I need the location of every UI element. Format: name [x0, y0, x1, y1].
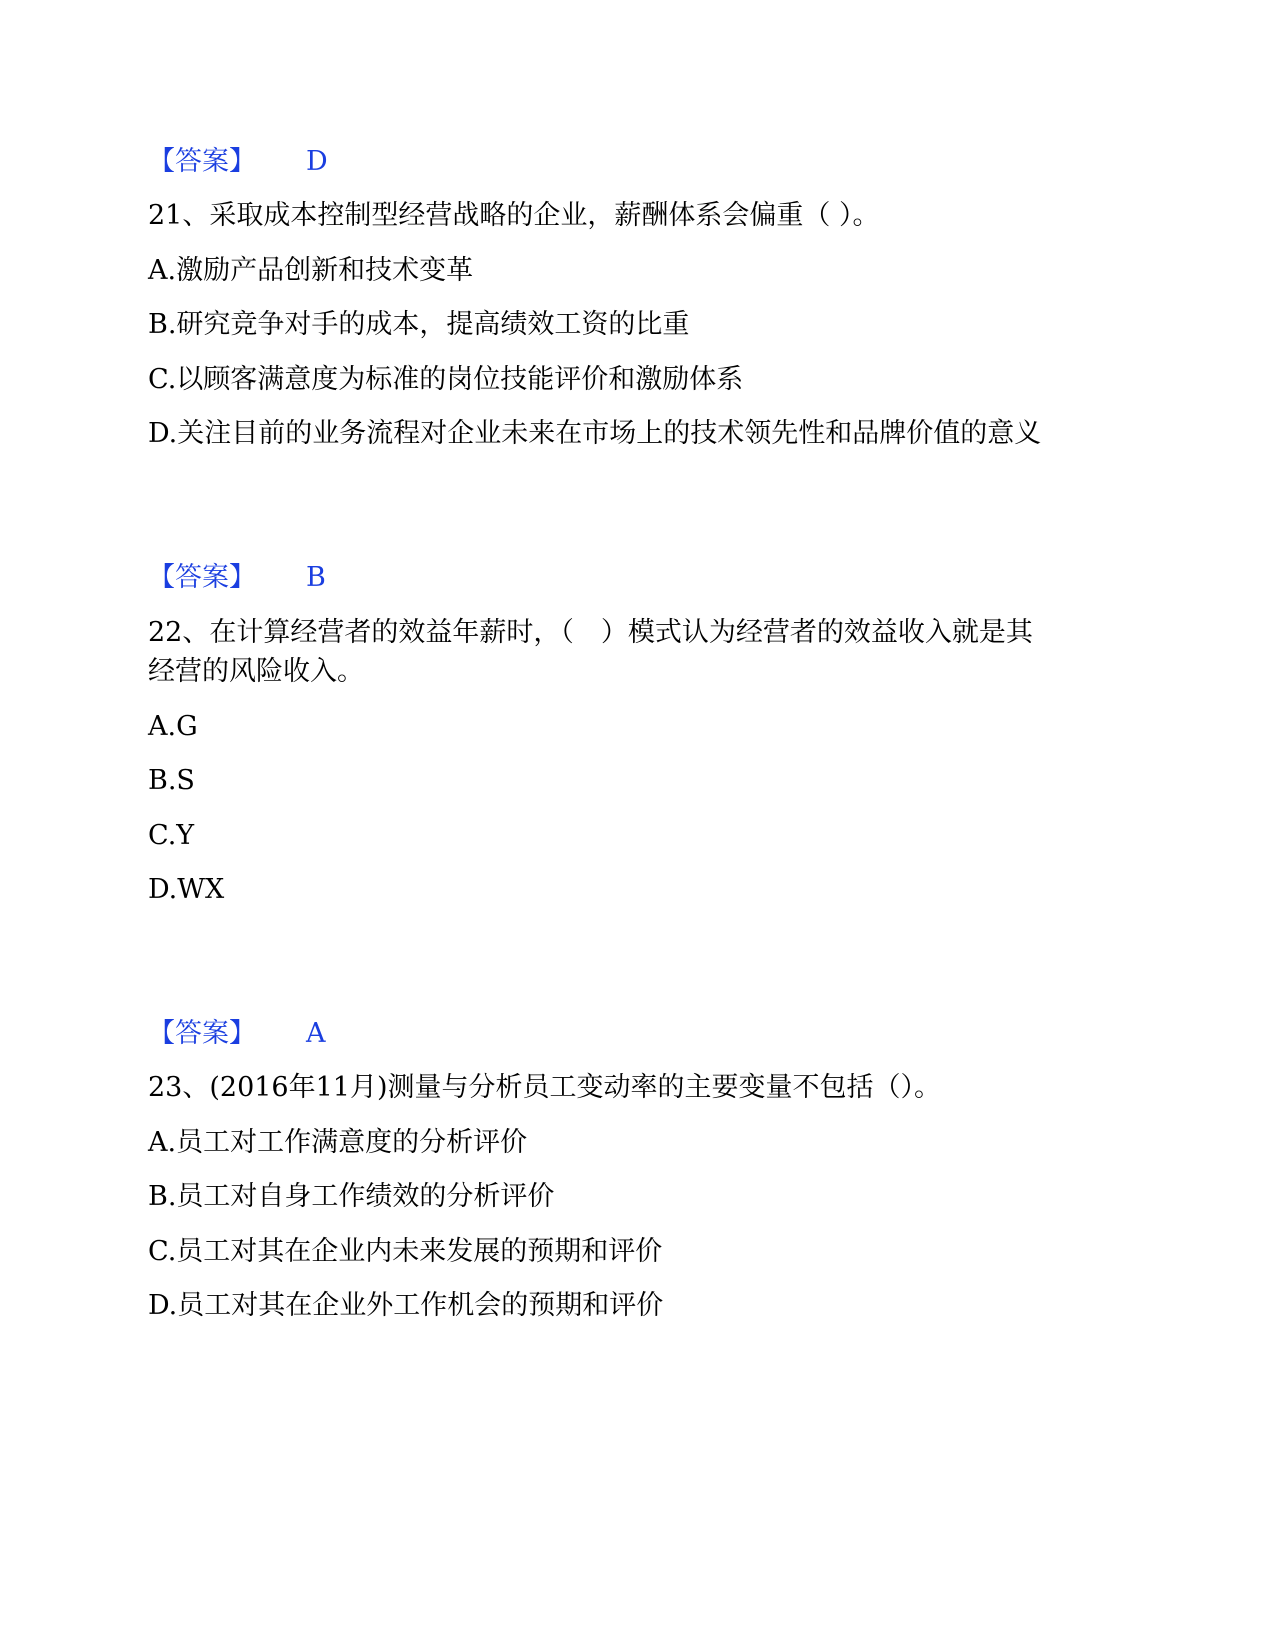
option-c: C.Y [148, 820, 195, 851]
option-b: B.研究竞争对手的成本，提高绩效工资的比重 [148, 309, 690, 340]
option-d: D.员工对其在企业外工作机会的预期和评价 [148, 1290, 664, 1321]
option-d: D.关注目前的业务流程对企业未来在市场上的技术领先性和品牌价值的意义 [148, 418, 1042, 449]
answer-row [148, 1014, 326, 1054]
question-text: 23、(2016年11月)测量与分析员工变动率的主要变量不包括（）。 [148, 1072, 941, 1103]
answer-label: 【答案】 [148, 1018, 256, 1049]
option-a: A.员工对工作满意度的分析评价 [148, 1127, 528, 1158]
answer-row [148, 142, 328, 182]
question-text: 22、在计算经营者的效益年薪时，（ ）模式认为经营者的效益收入就是其 [148, 617, 1033, 648]
question-text-continued: 经营的风险收入。 [148, 656, 364, 687]
option-d: D.WX [148, 874, 225, 905]
option-c: C.以顾客满意度为标准的岗位技能评价和激励体系 [148, 364, 744, 395]
question-text: 21、采取成本控制型经营战略的企业，薪酬体系会偏重（ ）。 [148, 200, 880, 231]
answer-value: D [306, 146, 328, 177]
answer-value: A [306, 1018, 326, 1049]
option-b: B.S [148, 765, 195, 796]
option-c: C.员工对其在企业内未来发展的预期和评价 [148, 1236, 663, 1267]
option-b: B.员工对自身工作绩效的分析评价 [148, 1181, 555, 1212]
option-a: A.G [148, 711, 198, 742]
answer-label: 【答案】 [148, 146, 256, 177]
answer-row [148, 558, 326, 598]
answer-value: B [306, 562, 326, 593]
option-a: A.激励产品创新和技术变革 [148, 255, 474, 286]
answer-label: 【答案】 [148, 562, 256, 593]
